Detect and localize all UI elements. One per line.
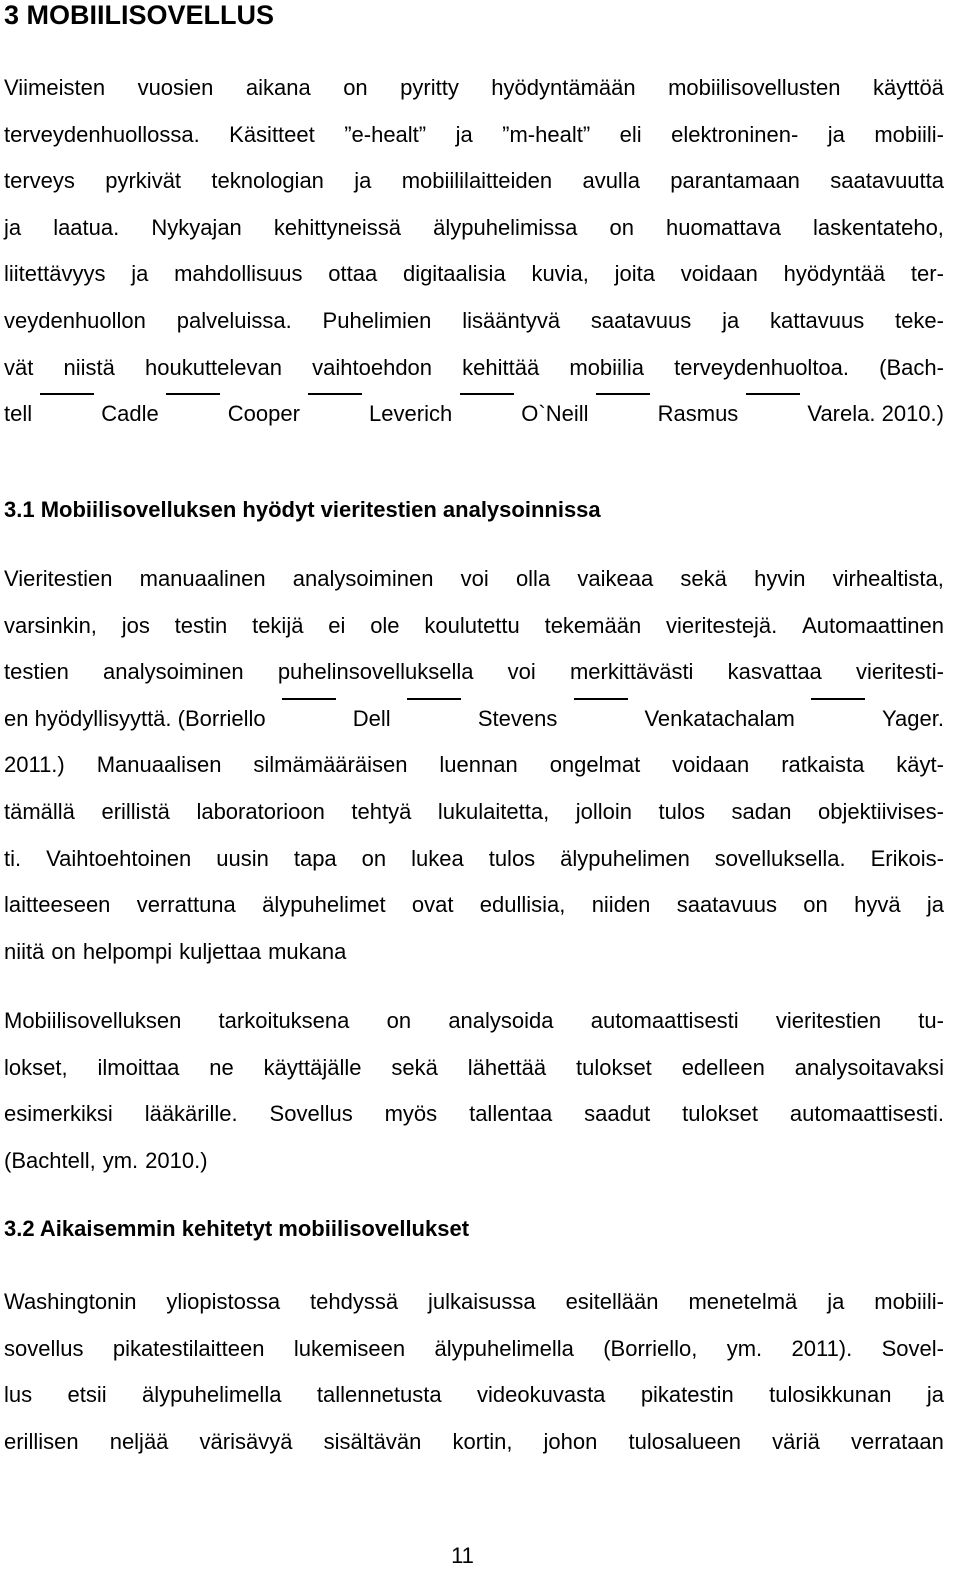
word: avulla [582,168,640,194]
word: on [609,214,634,240]
text-line [4,1334,944,1381]
word: helpompi [82,938,173,964]
word: automaattisesti [590,1008,739,1033]
em-dash-separator [574,698,628,700]
word: pyritty [400,75,459,100]
word: mahdollisuus [174,261,303,287]
word: älypuhelimet [262,892,386,918]
word: mobiililaitteiden [401,168,553,194]
word: automaattisesti. [789,1101,944,1127]
word: Puhelimien [322,307,432,333]
word: vieritestien [775,1008,882,1033]
word: väriä [772,1428,820,1454]
word: vuosien [137,75,214,100]
word: hyvä [854,892,901,918]
word: ovat [411,892,454,918]
word: ja [354,168,372,194]
word: pikatestilaitteen [112,1335,265,1361]
em-dash-separator [811,698,865,700]
word: kortin, [452,1428,513,1454]
word: voidaan [680,261,758,287]
word: myös [384,1101,438,1127]
word: laitteeseen [4,892,111,918]
word: vät [4,354,34,380]
word: virhealtista, [832,566,944,591]
word: Vaihtoehtoinen [46,845,192,871]
word: houkuttelevan [145,354,282,380]
word: huomattava [666,214,781,240]
word: ole [370,612,400,638]
word: käyttöä [872,75,944,100]
word: tulos [488,845,536,871]
word: on [803,892,828,918]
word: eli [619,121,642,147]
word: älypuhelimella [434,1335,574,1361]
word: tulosalueen [628,1428,742,1454]
word: verrataan [850,1428,944,1454]
word: Cooper [227,401,300,427]
word: ja [4,214,22,240]
text-line [4,611,944,658]
word: ja [827,121,845,147]
word: ter- [910,261,944,287]
word: Washingtonin [4,1289,137,1314]
word: tell [4,401,33,427]
word: julkaisussa [428,1289,536,1314]
text-line [4,844,944,891]
word: käyt- [896,752,944,778]
word: niitä [4,938,45,964]
word: (Borriello, [603,1335,698,1361]
word: liitettävyys [4,261,106,287]
word: varsinkin, [4,612,97,638]
text-line [4,704,944,751]
word: ei [328,612,346,638]
word: luennan [439,752,518,778]
word: Sovel- [881,1335,944,1361]
word: palveluissa. [176,307,292,333]
word: hyödyntää [783,261,886,287]
word: Vieritestien [4,566,113,591]
purpose-paragraph [4,1006,944,1192]
word: tallennetusta [316,1382,442,1408]
word: tulokset [575,1054,652,1080]
section-heading-3-2: 3.2 Aikaisemmin kehitetyt mobiilisovellukset [4,1216,470,1241]
word: Leverich [369,401,453,427]
word: tapa [293,845,337,871]
word: niistä [63,354,115,380]
word: Yager. [882,705,944,731]
word: menetelmä [688,1289,798,1314]
word: teke- [895,307,944,333]
word: edelleen [681,1054,765,1080]
word: ja [455,121,473,147]
word: erillisen [4,1428,79,1454]
em-dash-separator [166,393,220,395]
em-dash-separator [40,393,94,395]
word: sadan [731,798,792,824]
word: tekemään [544,612,642,638]
word: merkittävästi [569,659,694,685]
word: Venkatachalam [644,705,795,731]
word: mobiilia [569,354,644,380]
word: lokset, [4,1054,68,1080]
word: tekijä [252,612,304,638]
word: parantamaan [670,168,800,194]
word: ”m-healt” [502,121,591,147]
text-line [4,213,944,260]
word: testien [4,659,69,685]
em-dash-separator [407,698,461,700]
word: Viimeisten [4,75,106,100]
word: voi [507,659,536,685]
word: yliopistossa [166,1289,281,1314]
text-line [4,1053,944,1100]
word: (Bachtell, [4,1147,96,1173]
word: voidaan [672,752,750,778]
word: puhelinsovelluksella [277,659,474,685]
word: edullisia, [479,892,566,918]
word: Rasmus [657,401,739,427]
word: kehittää [462,354,540,380]
word: älypuhelimen [560,845,690,871]
text-line [4,166,944,213]
word: aikana [245,75,311,100]
word: ja [131,261,149,287]
word: joita [614,261,656,287]
word: digitaalisia [402,261,506,287]
word: O`Neill [521,401,589,427]
word: ne [209,1054,234,1080]
word: ym. [102,1147,139,1173]
word: on [361,845,387,871]
word: analysoida [448,1008,554,1033]
word: manuaalinen [139,566,266,591]
word: tulosikkunan [769,1382,892,1408]
word: ja [926,892,944,918]
text-line [4,120,944,167]
word: on [386,1008,412,1033]
word: niiden [591,892,651,918]
word: Dell [352,705,391,731]
word: Sovellus [269,1101,353,1127]
word: jolloin [575,798,632,824]
word: analysoiminen [292,566,434,591]
word: olla [515,566,551,591]
text-line [4,564,944,611]
word: värisävyä [199,1428,293,1454]
word: analysoiminen [103,659,244,685]
text-line [4,1006,944,1053]
text-line [4,73,944,120]
word: käyttäjälle [263,1054,362,1080]
word: tehdyssä [310,1289,399,1314]
word: kuvia, [531,261,589,287]
word: uusin [216,845,269,871]
word: älypuhelimella [142,1382,282,1408]
word: lus [4,1382,33,1408]
word: vaihtoehdon [312,354,433,380]
word: terveydenhuollossa. [4,121,200,147]
word: analysoitavaksi [794,1054,944,1080]
text-line [4,353,944,400]
word: jos [121,612,150,638]
word: Automaattinen [802,612,944,638]
word: lukulaitetta, [437,798,550,824]
text-line [4,259,944,306]
word: saadut [584,1101,651,1127]
text-line [4,1427,944,1474]
word: ja [926,1382,944,1408]
word: ti. [4,845,22,871]
text-line [4,890,944,937]
word: Manuaalisen [96,752,222,778]
page-number: 11 [451,1543,474,1568]
word: silmämääräisen [253,752,408,778]
chapter-heading: 3 MOBIILISOVELLUS [4,0,275,30]
word: tallentaa [469,1101,553,1127]
word: terveys [4,168,75,194]
word: pikatestin [640,1382,734,1408]
word: Erikois- [870,845,944,871]
text-line [4,750,944,797]
word: kuljettaa [179,938,262,964]
word: vaikeaa [577,566,654,591]
word: en hyödyllisyyttä. (Borriello [4,705,266,731]
word: ja [722,307,740,333]
word: Cadle [101,401,159,427]
word: laboratorioon [196,798,325,824]
word: kattavuus [770,307,865,333]
word: mobiili- [874,121,944,147]
word: kasvattaa [727,659,822,685]
word: 2011.) [4,752,65,778]
word: voi [460,566,489,591]
text-line [4,797,944,844]
text-line [4,399,944,446]
word: testin [174,612,228,638]
word: mukana [268,938,347,964]
word: verrattuna [136,892,236,918]
word: on [343,75,368,100]
word: tu- [918,1008,944,1033]
word: teknologian [211,168,324,194]
em-dash-separator [282,698,336,700]
word: hyvin [754,566,806,591]
word: esitellään [565,1289,659,1314]
word: etsii [67,1382,107,1408]
word: 2011). [791,1335,853,1361]
word: veydenhuollon [4,307,146,333]
word: tarkoituksena [218,1008,350,1033]
word: ongelmat [549,752,641,778]
text-line [4,1099,944,1146]
section-3-1-paragraph [4,564,944,983]
word: älypuhelimissa [433,214,578,240]
text-line [4,1146,944,1193]
word: Mobiilisovelluksen [4,1008,182,1033]
word: mobiilisovellusten [668,75,841,100]
word: koulutettu [424,612,520,638]
word: Nykyajan [151,214,242,240]
word: tulokset [682,1101,758,1127]
word: elektroninen- [671,121,799,147]
word: tämällä [4,798,75,824]
word: 2010.) [145,1147,208,1173]
word: Varela. 2010.) [807,401,944,427]
word: sekä [680,566,727,591]
word: johon [543,1428,598,1454]
word: laskentateho, [813,214,944,240]
word: saatavuus [590,307,692,333]
word: ilmoittaa [97,1054,180,1080]
word: ratkaista [781,752,865,778]
word: esimerkiksi [4,1101,113,1127]
word: terveydenhuoltoa. [674,354,850,380]
em-dash-separator [596,393,650,395]
word: vieritesti- [855,659,944,685]
word: tehtyä [351,798,412,824]
word: ”e-healt” [344,121,427,147]
word: vieritestejä. [666,612,778,638]
word: saatavuus [676,892,777,918]
intro-paragraph [4,73,944,446]
em-dash-separator [746,393,800,395]
word: erillistä [101,798,170,824]
word: saatavuutta [830,168,944,194]
word: sisältävän [323,1428,422,1454]
word: kehittyneissä [273,214,402,240]
word: lähettää [467,1054,547,1080]
word: videokuvasta [477,1382,606,1408]
word: laatua. [53,214,120,240]
section-3-2-paragraph [4,1287,944,1473]
text-line [4,937,944,984]
text-line [4,306,944,353]
word: ja [827,1289,845,1314]
word: pyrkivät [105,168,182,194]
em-dash-separator [308,393,362,395]
word: lääkärille. [144,1101,238,1127]
word: objektiivises- [818,798,944,824]
word: lisääntyvä [462,307,561,333]
word: on [51,938,76,964]
word: Käsitteet [229,121,315,147]
word: (Bach- [879,354,944,380]
word: mobiili- [874,1289,944,1314]
word: Stevens [477,705,558,731]
word: sovellus [4,1335,84,1361]
section-heading-3-1: 3.1 Mobiilisovelluksen hyödyt vieritestien analysoinnissa [4,497,601,522]
word: ym. [726,1335,763,1361]
word: neljää [109,1428,169,1454]
word: tulos [658,798,705,824]
text-line [4,1380,944,1427]
word: hyödyntämään [491,75,636,100]
word: ottaa [328,261,378,287]
text-line [4,1287,944,1334]
word: sekä [391,1054,438,1080]
word: lukea [411,845,464,871]
em-dash-separator [460,393,514,395]
word: lukemiseen [293,1335,406,1361]
word: sovelluksella. [714,845,846,871]
text-line [4,657,944,704]
